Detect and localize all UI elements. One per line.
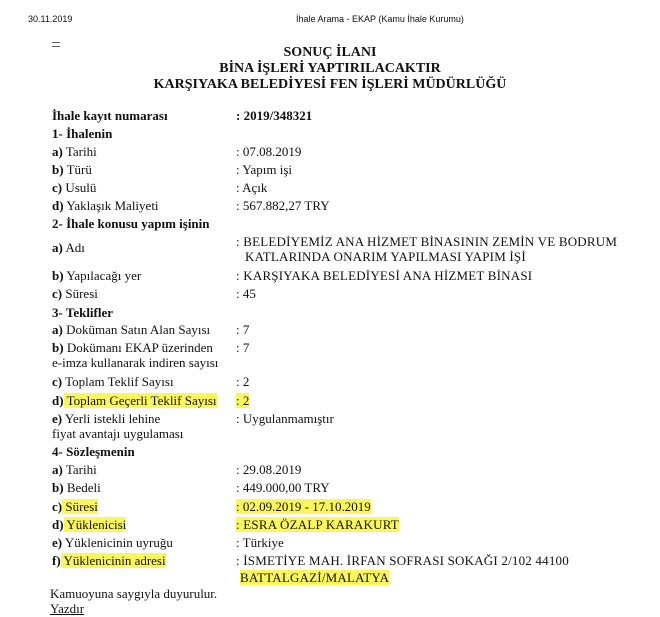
s3-e-label-line1: e) Yerli istekli lehine <box>52 411 161 426</box>
s2-a-label: a) Adı <box>52 240 85 255</box>
s3-a-value: : 7 <box>236 322 250 337</box>
s4-c-label: c) Süresi <box>52 499 98 514</box>
closing-text: Kamuoyuna saygıyla duyurulur. <box>50 586 218 601</box>
s2-b-value: : KARŞIYAKA BELEDİYESİ ANA HİZMET BİNASI <box>236 268 533 283</box>
institution-name: KARŞIYAKA BELEDİYESİ FEN İŞLERİ MÜDÜRLÜĞÜ <box>153 77 507 92</box>
section-4-title: 4- Sözleşmenin <box>52 444 135 459</box>
s1-a-label: a) Tarihi <box>52 144 97 159</box>
s2-a-value-line2: KATLARINDA ONARIM YAPILMASI YAPIM İŞİ <box>245 249 526 264</box>
s3-b-value: : 7 <box>236 340 250 355</box>
s3-d-value: : 2 <box>236 393 250 408</box>
announcement-subtitle: BİNA İŞLERİ YAPTIRILACAKTIR <box>219 61 441 76</box>
s1-b-value: : Yapım işi <box>236 162 292 177</box>
s4-f-value-line2: BATTALGAZİ/MALATYA <box>240 570 390 585</box>
s1-a-value: : 07.08.2019 <box>236 144 302 159</box>
s4-d-value: : ESRA ÖZALP KARAKURT <box>236 517 399 532</box>
s4-f-label: f) Yüklenicinin adresi <box>52 553 166 568</box>
s3-b-label-line2: e-imza kullanarak indiren sayısı <box>52 355 219 370</box>
print-link[interactable]: Yazdır <box>50 601 85 616</box>
s4-a-value: : 29.08.2019 <box>236 462 302 477</box>
s3-e-value: : Uygulanmamıştır <box>236 411 334 426</box>
s3-d-label: d) Toplam Geçerli Teklif Sayısı <box>52 393 217 408</box>
print-date: 30.11.2019 <box>28 14 73 24</box>
s2-c-value: : 45 <box>236 286 256 301</box>
s3-b-label-line1: b) Dokümanı EKAP üzerinden <box>52 340 213 355</box>
s2-b-label: b) Yapılacağı yer <box>52 268 142 283</box>
s4-b-label: b) Bedeli <box>52 480 101 495</box>
s1-d-value: : 567.882,27 TRY <box>236 198 330 213</box>
s4-e-label: e) Yüklenicinin uyruğu <box>52 535 173 550</box>
s1-c-label: c) Usulü <box>52 180 97 195</box>
s3-a-label: a) Doküman Satın Alan Sayısı <box>52 322 211 337</box>
s2-a-value-line1: : BELEDİYEMİZ ANA HİZMET BİNASININ ZEMİN VE BODRUM <box>236 234 618 249</box>
registration-label: İhale kayıt numarası <box>52 108 168 123</box>
s4-e-value: : Türkiye <box>236 535 284 550</box>
print-page-title: İhale Arama - EKAP (Kamu İhale Kurumu) <box>296 14 464 24</box>
section-1-title: 1- İhalenin <box>52 126 113 141</box>
s2-c-label: c) Süresi <box>52 286 98 301</box>
s3-e-label-line2: fiyat avantajı uygulaması <box>52 426 184 441</box>
s1-b-label: b) Türü <box>52 162 92 177</box>
registration-value: : 2019/348321 <box>236 108 313 123</box>
s4-f-value-line1: : İSMETİYE MAH. İRFAN SOFRASI SOKAĞI 2/102 44100 <box>236 553 569 568</box>
s1-c-value: : Açık <box>236 180 268 195</box>
s4-a-label: a) Tarihi <box>52 462 97 477</box>
section-2-title: 2- İhale konusu yapım işinin <box>52 216 210 231</box>
s3-c-label: c) Toplam Teklif Sayısı <box>52 374 174 389</box>
section-3-title: 3- Teklifler <box>52 305 114 320</box>
s3-c-value: : 2 <box>236 374 250 389</box>
s1-d-label: d) Yaklaşık Maliyeti <box>52 198 159 213</box>
announcement-title: SONUÇ İLANI <box>283 45 377 60</box>
s4-d-label: d) Yüklenicisi <box>52 517 127 532</box>
s4-b-value: : 449.000,00 TRY <box>236 480 330 495</box>
s4-c-value: : 02.09.2019 - 17.10.2019 <box>236 499 371 514</box>
